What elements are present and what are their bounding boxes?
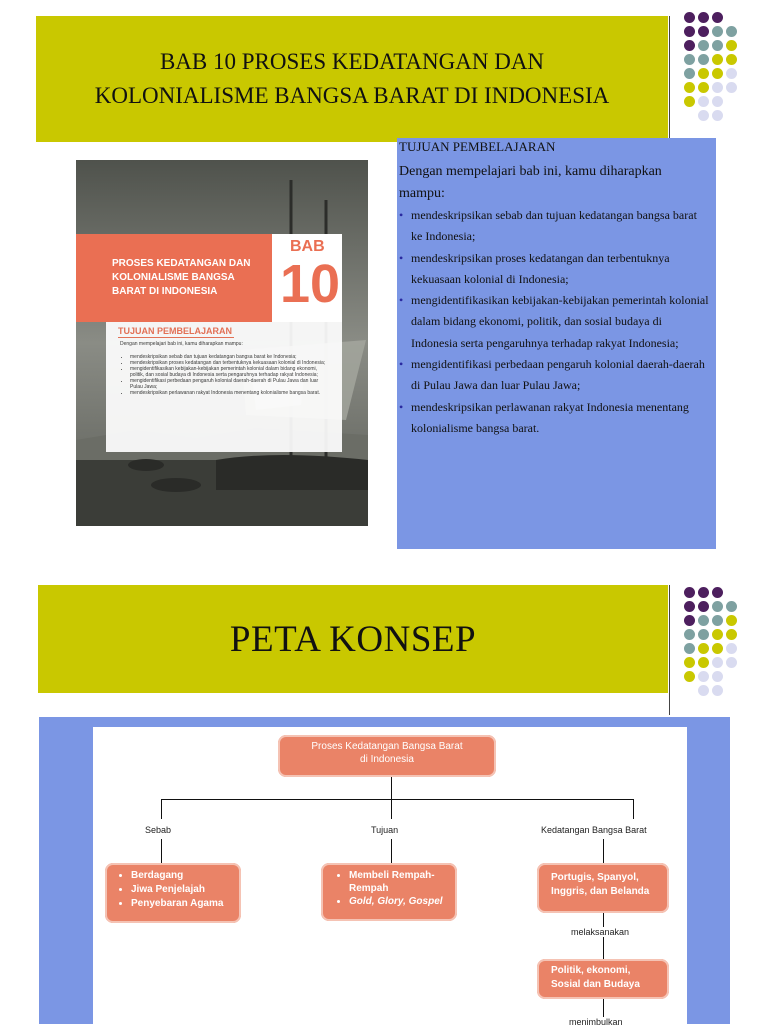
slide2-title-banner [38,585,668,693]
politik-node-text: Politik, ekonomi, Sosial dan Budaya [551,965,640,990]
slide1-title-line1: BAB 10 PROSES KEDATANGAN DAN [159,49,545,74]
objectives-heading: TUJUAN PEMBELAJARAN [399,139,556,154]
objectives-list [397,205,709,439]
label-melaksanakan: melaksanakan [571,927,630,937]
slide1-title-banner [36,16,668,142]
objective-item: • mengidentifikasi perbedaan pengaruh kolonial daerah-daerah di Pulau Jawa dan luar Pulau Jawa; [397,354,709,397]
slide1-decorative-dots [684,12,744,124]
cover-objectives-box [106,322,342,452]
tujuan-item: • Gold, Glory, Gospel [349,895,451,908]
root-node-line1: Proses Kedatangan Bangsa Barat [311,741,463,752]
slide2-decorative-dots [684,587,744,699]
cover-tujuan-heading: TUJUAN PEMBELAJARAN [118,326,233,336]
cover-intro: Dengan mempelajari bab ini, kamu diharapkan mampu: [120,341,243,347]
root-node-line2: di Indonesia [360,754,414,765]
sebab-node [105,863,241,923]
cover-bullet-list: • mendeskripsikan sebab dan tujuan kedatangan bangsa barat ke Indonesia; • mendeskripsikan proses kedatangan dan terbentuknya kekuasaan kolonial di Indonesia; • mengidentifikasikan kebijakan-kebijakan pemerintah kolonial dalam bidang ekonomi, politik, dan sosial budaya di Indonesia serta pengaruhnya terhadap rakyat Indonesia; • mengidentifikasi perbedaan pengaruh kolonial daerah-daerah di Pulau Jawa dan luar Pulau Jawa; • mendeskripsikan perlawanan rakyat Indonesia menentang kolonialisme bangsa barat. [122,354,330,396]
slide2-title: PETA KONSEP [229,618,477,660]
label-menimbulkan: menimbulkan [569,1017,623,1027]
cover-bab-box [272,234,342,322]
label-tujuan: Tujuan [371,825,399,835]
kedatangan-node-text: Portugis, Spanyol, Inggris, dan Belanda [551,872,650,897]
cover-bab-number: 10 [280,254,341,314]
objective-item: • mengidentifikasikan kebijakan-kebijakan pemerintah kolonial dalam bidang ekonomi, politik, dan sosial budaya di Indonesia serta pengaruhnya terhadap rakyat Indonesia; [397,290,709,354]
sebab-item: • Penyebaran Agama [131,897,241,911]
tujuan-node [321,863,457,921]
cover-title: PROSES KEDATANGAN DAN KOLONIALISME BANGSA BARAT DI INDONESIA [112,258,251,297]
sebab-item: • Berdagang [131,869,241,883]
slide1-title [95,45,610,113]
label-kedatangan: Kedatangan Bangsa Barat [541,825,647,835]
kedatangan-node [537,863,669,913]
slide1-divider-line [669,16,670,142]
tujuan-item: • Membeli Rempah-Rempah [349,869,451,895]
politik-node [537,959,669,999]
objectives-intro: Dengan mempelajari bab ini, kamu diharapkan mampu: [399,164,662,201]
sebab-item: • Jiwa Penjelajah [131,883,241,897]
objective-item: • mendeskripsikan perlawanan rakyat Indonesia menentang kolonialisme bangsa barat. [397,397,709,440]
cover-bab-label: BAB [290,238,325,255]
label-sebab: Sebab [145,825,172,835]
objective-item: • mendeskripsikan proses kedatangan dan terbentuknya kekuasaan kolonial di Indonesia; [397,248,709,291]
objective-item: • mendeskripsikan sebab dan tujuan kedatangan bangsa barat ke Indonesia; [397,205,709,248]
book-cover-image [76,160,368,526]
slide2-divider-line [669,585,670,715]
concept-map [93,727,687,1027]
slide1-title-line2: KOLONIALISME BANGSA BARAT DI INDONESIA [94,83,610,108]
root-node [278,735,496,777]
